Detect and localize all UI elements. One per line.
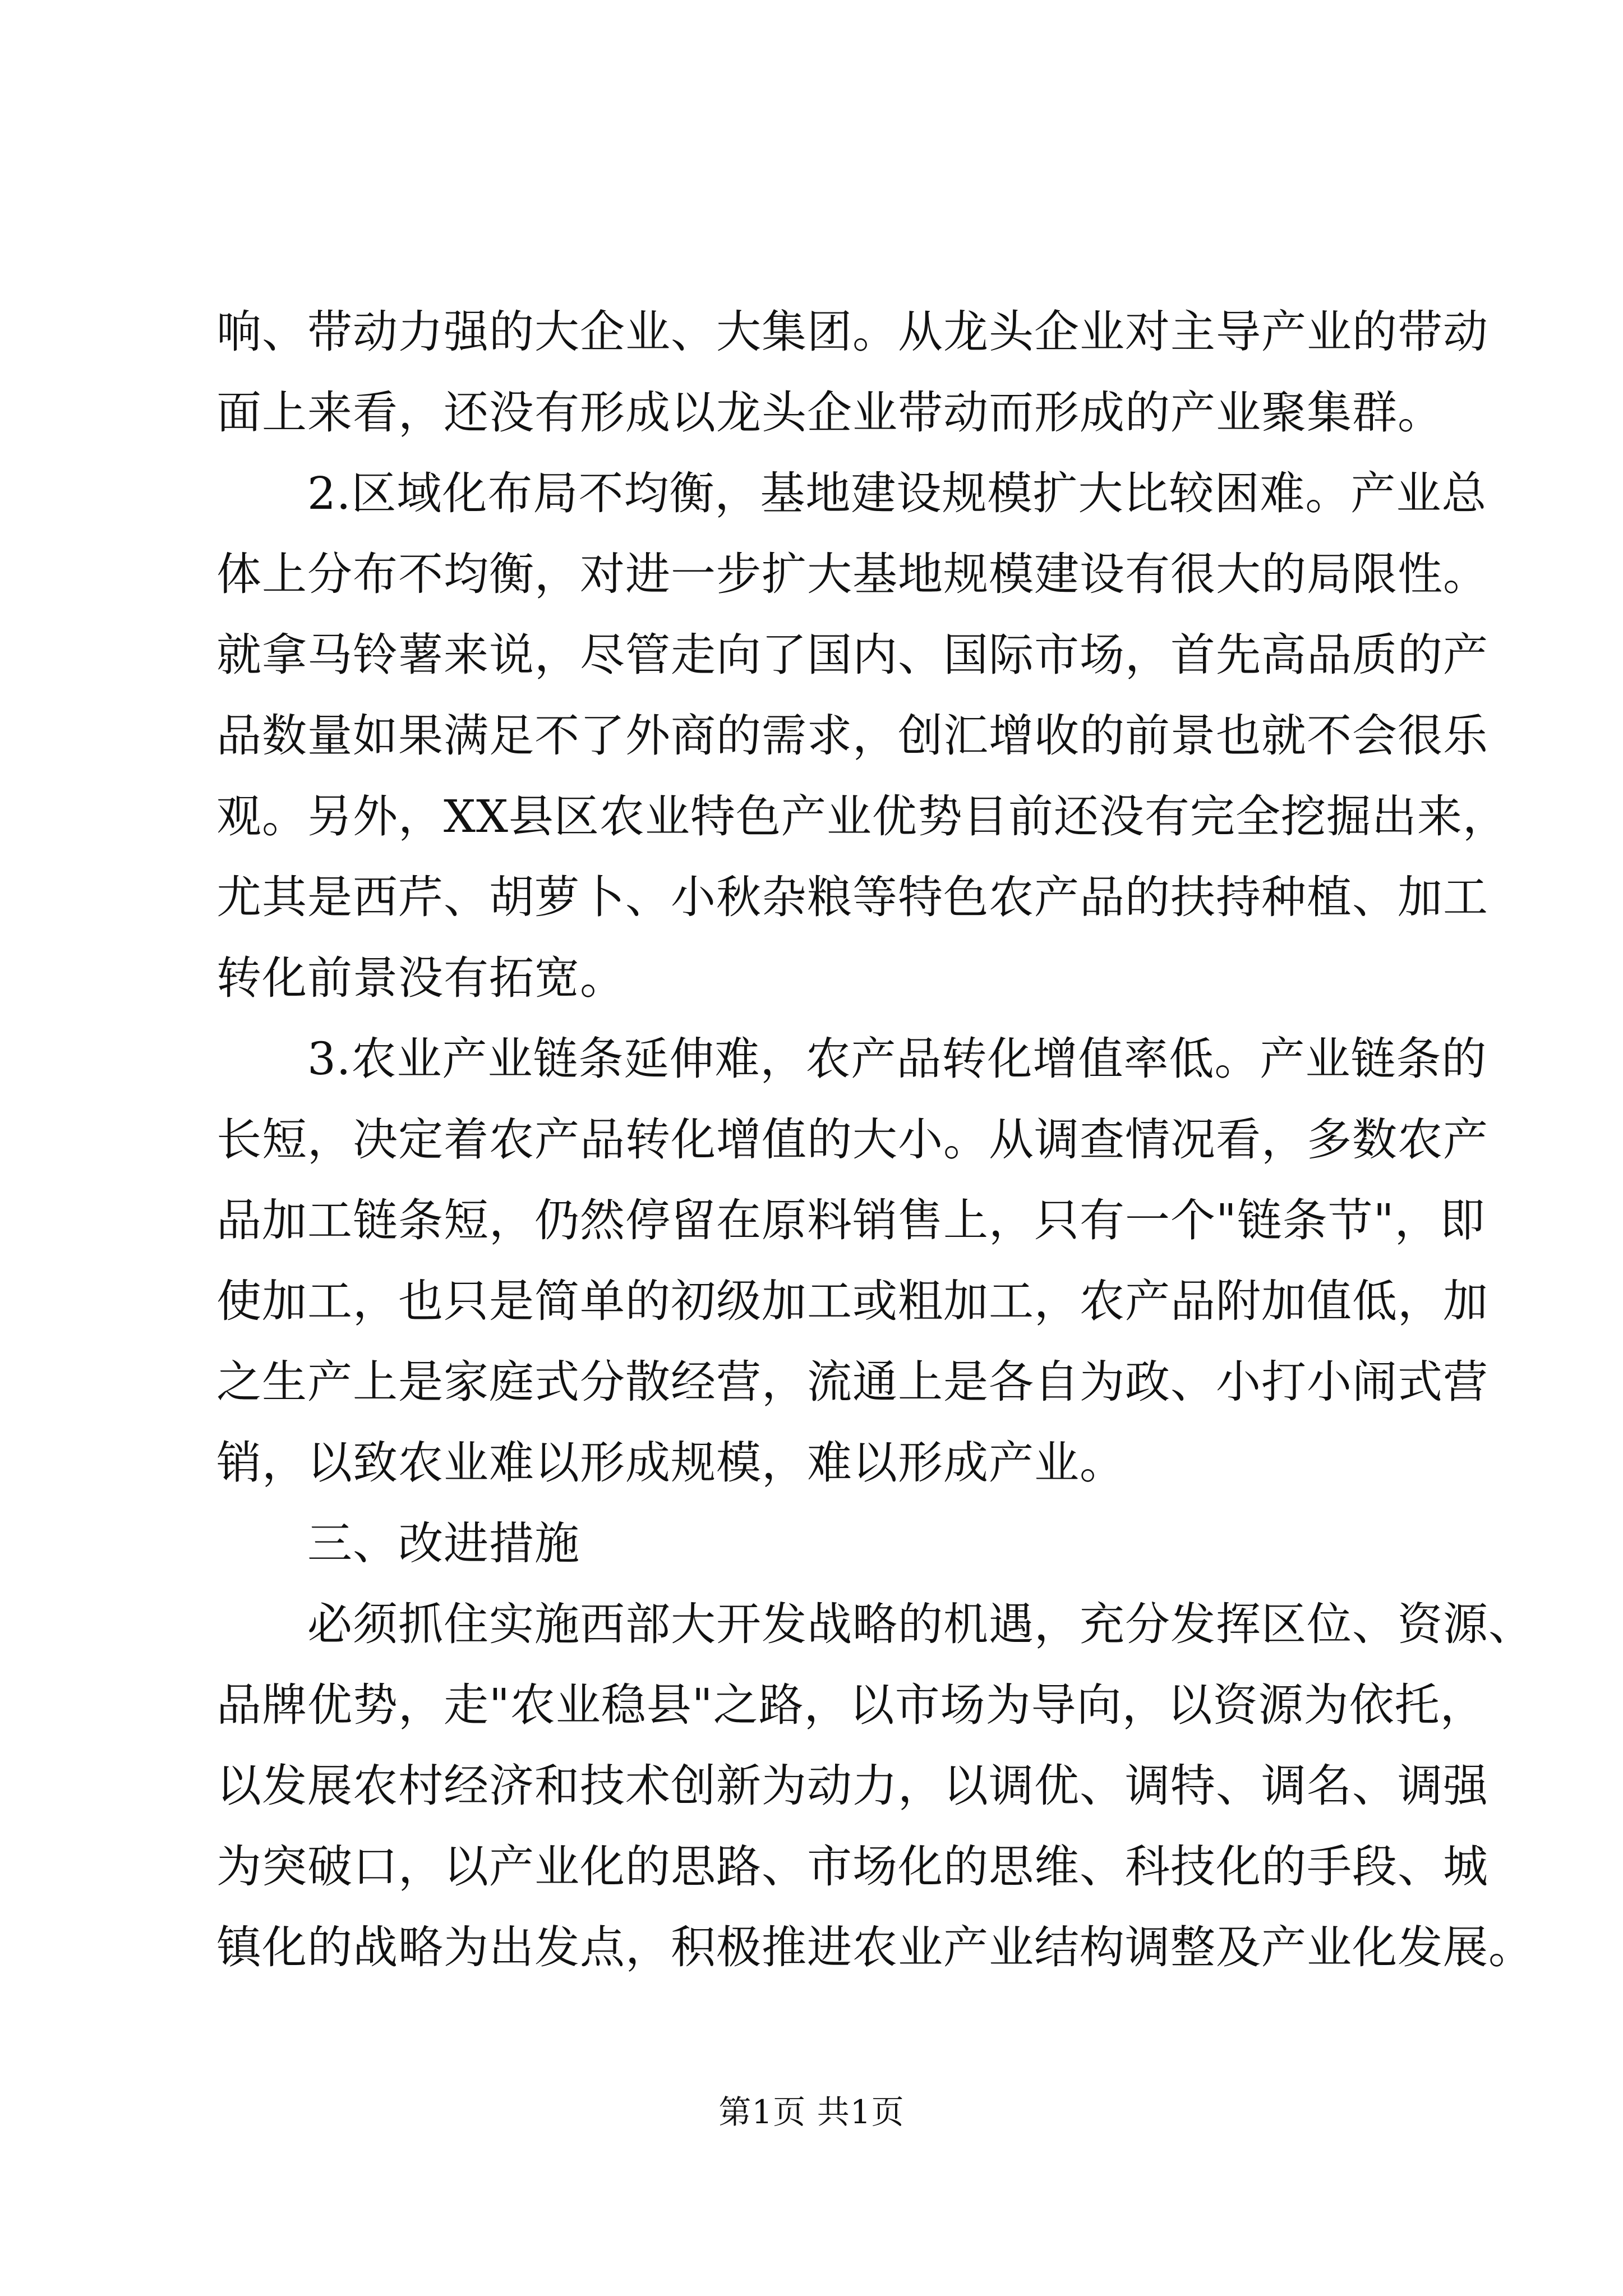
text-line: 就拿马铃薯来说，尽管走向了国内、国际市场，首先高品质的产 xyxy=(216,629,1488,681)
text-line: 响、带动力强的大企业、大集团。从龙头企业对主导产业的带动 xyxy=(216,306,1488,358)
text-line: 销，以致农业难以形成规模，难以形成产业。 xyxy=(216,1437,1125,1489)
text-line: 之生产上是家庭式分散经营，流通上是各自为政、小打小闹式营 xyxy=(216,1356,1488,1408)
text-line: 体上分布不均衡，对进一步扩大基地规模建设有很大的局限性。 xyxy=(216,548,1488,600)
text-line: 长短，决定着农产品转化增值的大小。从调查情况看，多数农产 xyxy=(216,1114,1488,1166)
text-line: 为突破口，以产业化的思路、市场化的思维、科技化的手段、城 xyxy=(216,1841,1488,1893)
text-line: 尤其是西芹、胡萝卜、小秋杂粮等特色农产品的扶持种植、加工 xyxy=(216,871,1488,923)
text-line: 使加工，也只是简单的初级加工或粗加工，农产品附加值低，加 xyxy=(216,1275,1488,1327)
text-line: 品加工链条短，仍然停留在原料销售上，只有一个"链条节"，即 xyxy=(216,1194,1486,1246)
text-line: 品牌优势，走"农业稳县"之路，以市场为导向，以资源为依托， xyxy=(216,1679,1486,1731)
text-line: 镇化的战略为出发点，积极推进农业产业结构调整及产业化发展。 xyxy=(216,1921,1534,1973)
text-line: 以发展农村经济和技术创新为动力，以调优、调特、调名、调强 xyxy=(216,1760,1488,1812)
page-number-footer: 第1页 共1页 xyxy=(718,2093,905,2131)
text-line: 必须抓住实施西部大开发战略的机遇，充分发挥区位、资源、 xyxy=(307,1598,1534,1650)
text-line: 观。另外，XX县区农业特色产业优势目前还没有完全挖掘出来， xyxy=(216,790,1508,843)
section-heading: 三、改进措施 xyxy=(307,1517,580,1570)
text-line: 2.区域化布局不均衡，基地建设规模扩大比较困难。产业总 xyxy=(307,467,1487,519)
text-line: 面上来看，还没有形成以龙头企业带动而形成的产业聚集群。 xyxy=(216,386,1443,439)
text-line: 3.农业产业链条延伸难，农产品转化增值率低。产业链条的 xyxy=(307,1033,1487,1085)
document-body xyxy=(216,292,1534,1988)
text-line: 品数量如果满足不了外商的需求，创汇增收的前景也就不会很乐 xyxy=(216,710,1488,762)
text-line: 转化前景没有拓宽。 xyxy=(216,952,625,1004)
